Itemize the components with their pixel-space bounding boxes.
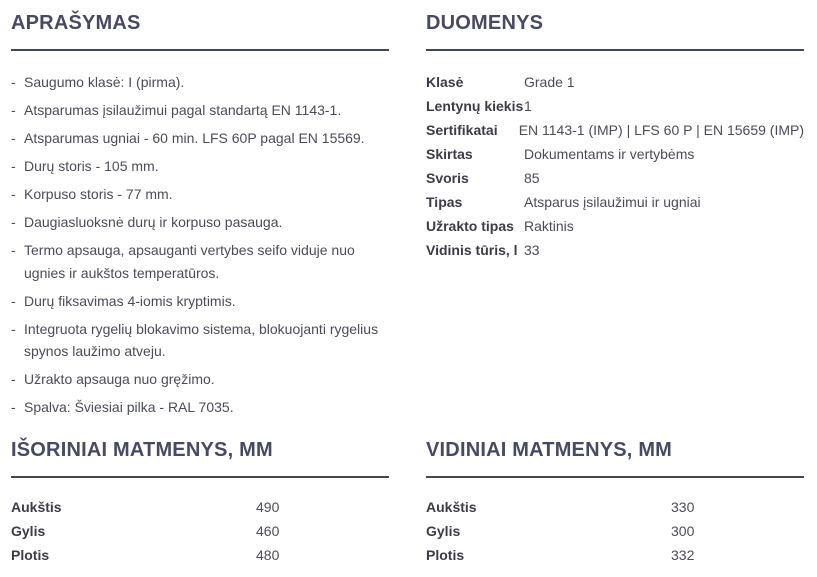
table-row: Plotis 480	[11, 547, 280, 563]
table-row: Lentynų kiekis 1	[426, 98, 532, 114]
table-row: Skirtas Dokumentams ir vertybėms	[426, 146, 695, 162]
table-row: Svoris 85	[426, 170, 540, 186]
list-item: - Integruota rygelių blokavimo sistema, blokuojanti rygelius spynos laužimo atveju.	[11, 320, 379, 359]
outer-dimensions-section	[11, 438, 389, 567]
table-row: Tipas Atsparus įsilaužimui ir ugniai	[426, 194, 701, 210]
specs-table	[426, 70, 804, 262]
table-row: Sertifikatai EN 1143-1 (IMP) | LFS 60 P | EN 15659 (IMP)	[426, 122, 804, 138]
list-item: - Saugumo klasė: I (pirma).	[11, 74, 185, 90]
table-row: Gylis 460	[11, 523, 280, 539]
list-item: - Durų storis - 105 mm.	[11, 158, 159, 174]
list-item: - Durų fiksavimas 4-iomis kryptimis.	[11, 292, 236, 309]
specs-title: DUOMENYS	[426, 11, 804, 51]
inner-dimensions-section	[426, 438, 804, 567]
table-row: Vidinis tūris, l 33	[426, 242, 540, 258]
inner-dimensions-table	[426, 495, 804, 567]
table-row: Gylis 300	[426, 523, 695, 539]
outer-dimensions-table	[11, 495, 389, 567]
table-row: Aukštis 490	[11, 499, 280, 515]
list-item: - Daugiasluoksnė durų ir korpuso pasauga.	[11, 214, 283, 230]
table-row: Klasė Grade 1	[426, 74, 575, 90]
specs-section	[426, 11, 804, 262]
list-item: - Termo apsauga, apsauganti vertybes seifo viduje nuo ugnies ir aukštos temperatūros.	[11, 242, 355, 281]
table-row: Užrakto tipas Raktinis	[426, 218, 574, 234]
list-item: - Užrakto apsauga nuo gręžimo.	[11, 371, 215, 387]
list-item: - Korpuso storis - 77 mm.	[11, 186, 173, 202]
list-item: - Atsparumas ugniai - 60 min. LFS 60P pagal EN 15569.	[11, 130, 365, 146]
description-title: APRAŠYMAS	[11, 11, 389, 51]
description-section	[11, 11, 389, 424]
table-row: Plotis 332	[426, 547, 695, 563]
outer-dimensions-title: IŠORINIAI MATMENYS, MM	[11, 438, 389, 478]
list-item: - Atsparumas įsilaužimui pagal standartą EN 1143-1.	[11, 102, 342, 118]
description-list	[11, 71, 389, 419]
list-item: - Spalva: Šviesiai pilka - RAL 7035.	[11, 399, 234, 415]
inner-dimensions-title: VIDINIAI MATMENYS, MM	[426, 438, 804, 478]
table-row: Aukštis 330	[426, 499, 695, 515]
